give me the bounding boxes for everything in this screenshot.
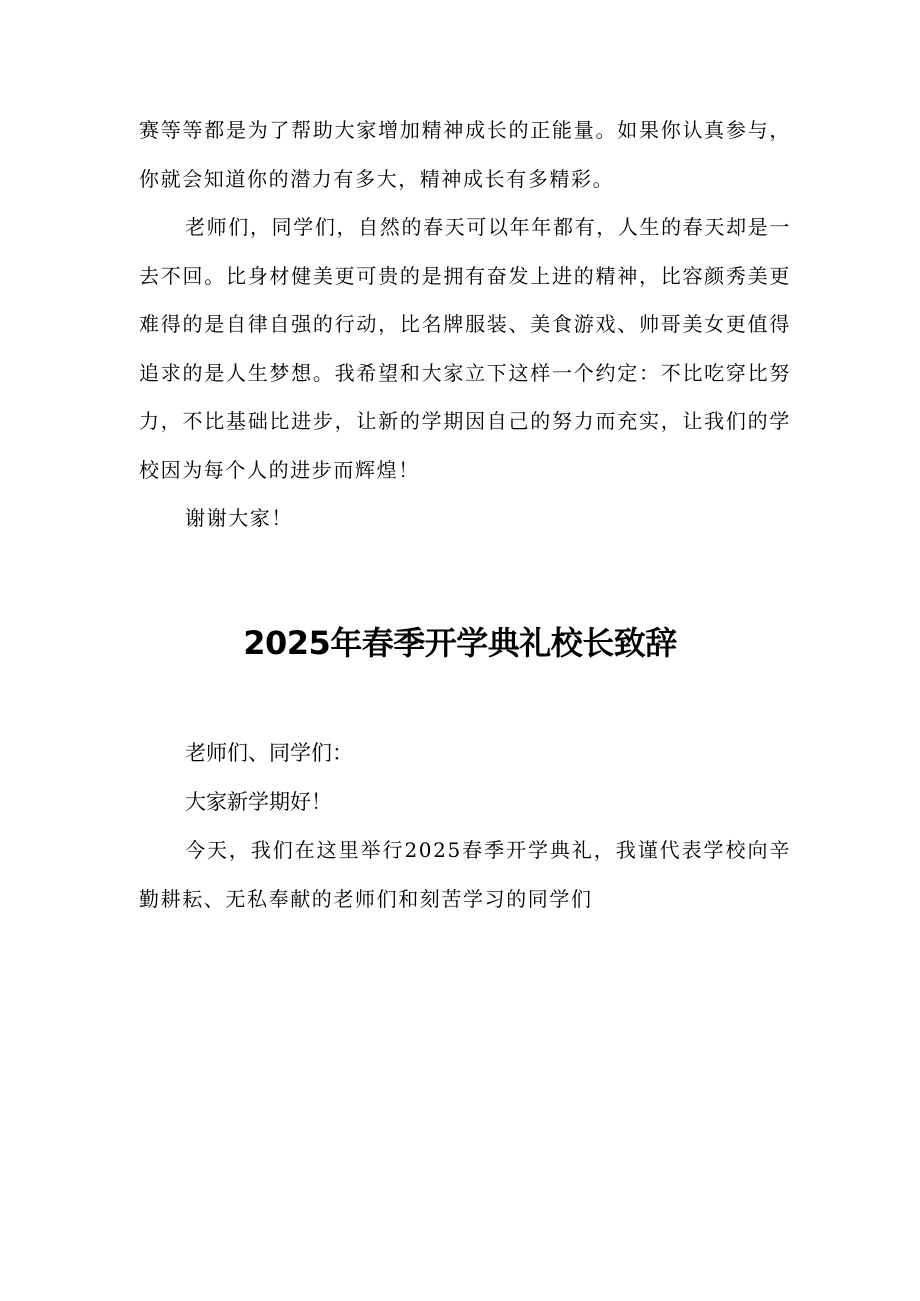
body-paragraph: 赛等等都是为了帮助大家增加精神成长的正能量。如果你认真参与，你就会知道你的潜力有多大，精神成长有多精彩。	[139, 118, 791, 191]
body-paragraph: 今天，我们在这里举行2025春季开学典礼，我谨代表学校向辛勤耕耘、无私奉献的老师们和刻苦学习的同学们	[139, 838, 791, 911]
body-paragraph: 老师们，同学们，自然的春天可以年年都有，人生的春天却是一去不回。比身材健美更可贵的是拥有奋发上进的精神，比容颜秀美更难得的是自律自强的行动，比名牌服装、美食游戏、帅哥美女更值得追求的是人生梦想。我希望和大家立下这样一个约定：不比吃穿比努力，不比基础比进步，让新的学期因自己的努力而充实，让我们的学校因为每个人的进步而辉煌！	[139, 215, 791, 482]
document-title: 2025年春季开学典礼校长致辞	[243, 624, 677, 662]
salutation: 老师们、同学们：	[185, 741, 353, 765]
greeting: 大家新学期好！	[185, 790, 332, 814]
closing-thanks: 谢谢大家！	[185, 506, 293, 530]
